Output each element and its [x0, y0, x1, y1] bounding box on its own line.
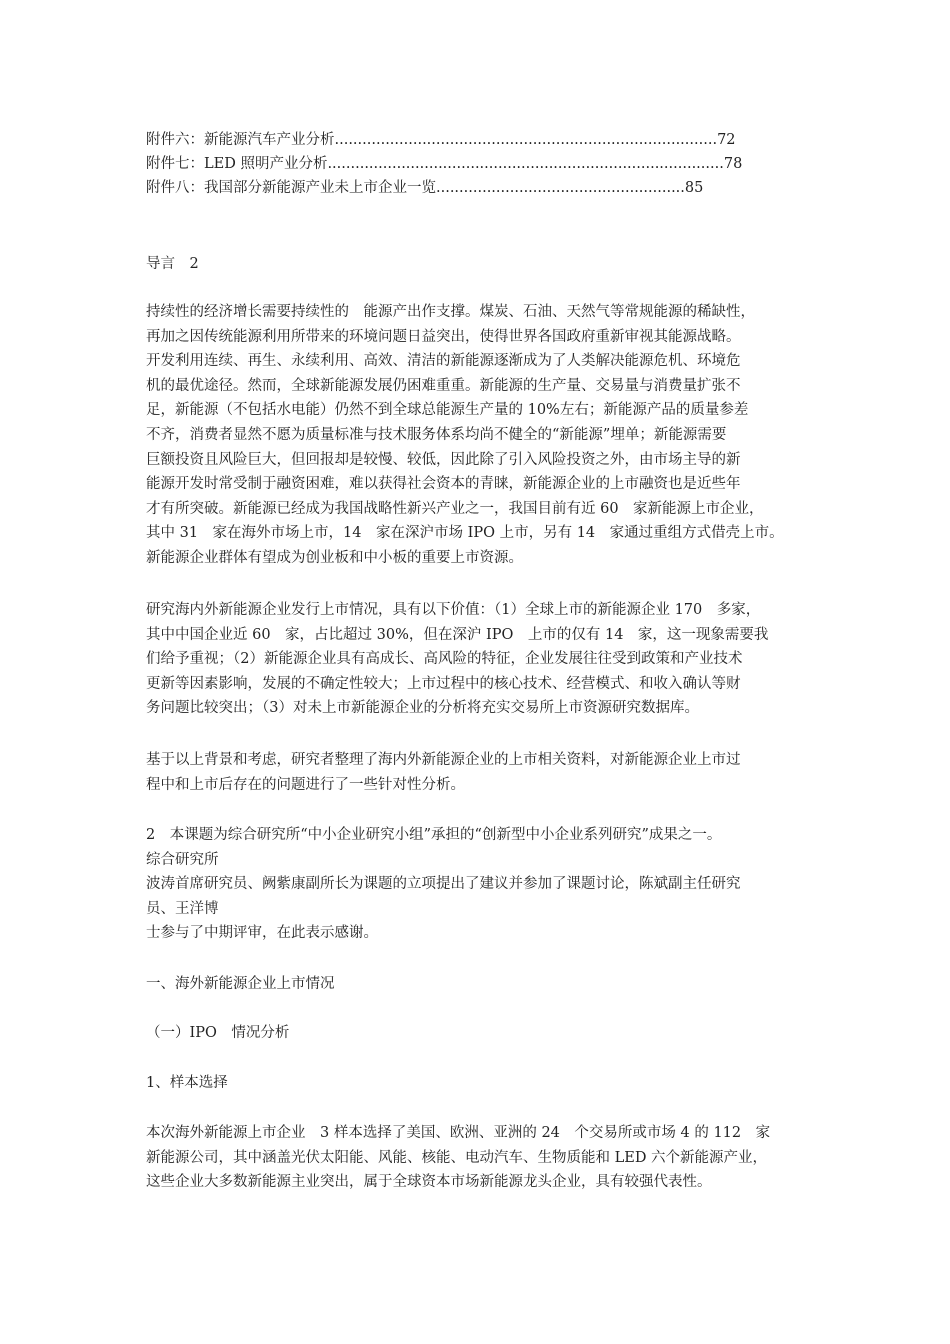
section-heading: 一、海外新能源企业上市情况 [146, 976, 335, 992]
item-heading: 1、样本选择 [146, 1075, 228, 1091]
intro-paragraph-2: 研究海内外新能源企业发行上市情况，具有以下价值：（1）全球上市的新能源企业 170 多家， 其中中国企业近 60 家，占比超过 30%，但在深沪 IPO 上市的仅有 14 家，这一现象需要我 们给予重视；（2）新能源企业具有高成长、高风险的特征，企业发展往往受到政策和产业技术 更新等因素影响，发展的不确定性较大；上市过程中的核心技术、经营模式、和收入确认等财 务问题比较突出；（3）对未上市新能源企业的分析将充实交易所上市资源研究数据库。 [146, 602, 769, 717]
footnote: 2 本课题为综合研究所“中小企业研究小组”承担的“创新型中小企业系列研究”成果之一。 综合研究所 波涛首席研究员、阙紫康副所长为课题的立项提出了建议并参加了课题讨论，陈斌副主任研究 员、王洋博 士参与了中期评审，在此表示感谢。 [146, 827, 741, 942]
intro-paragraph-3: 基于以上背景和考虑，研究者整理了海内外新能源企业的上市相关资料，对新能源企业上市过 程中和上市后存在的问题进行了一些针对性分析。 [146, 752, 741, 793]
intro-heading: 导言 2 [146, 256, 199, 272]
subsection-heading: （一）IPO 情况分析 [146, 1025, 290, 1041]
toc-entry[interactable]: 附件七：LED 照明产业分析......................................................................................78 [146, 156, 743, 172]
toc-entry[interactable]: 附件八：我国部分新能源产业未上市企业一览......................................................85 [146, 180, 704, 196]
toc-entry[interactable]: 附件六：新能源汽车产业分析...................................................................................72 [146, 132, 736, 148]
table-of-contents [146, 128, 786, 200]
intro-paragraph-1: 持续性的经济增长需要持续性的 能源产出作支撑。煤炭、石油、天然气等常规能源的稀缺性， 再加之因传统能源利用所带来的环境问题日益突出，使得世界各国政府重新审视其能源战略。 开发利用连续、再生、永续利用、高效、清洁的新能源逐渐成为了人类解决能源危机、环境危 机的最优途径。然而，全球新能源发展仍困难重重。新能源的生产量、交易量与消费量扩张不 足，新能源（不包括水电能）仍然不到全球总能源生产量的 10%左右；新能源产品的质量参差 不齐，消费者显然不愿为质量标准与技术服务体系均尚不健全的“新能源”埋单；新能源需要 巨额投资且风险巨大，但回报却是较慢、较低，因此除了引入风险投资之外，由市场主导的新 能源开发时常受制于融资困难，难以获得社会资本的青睐，新能源企业的上市融资也是近些年 才有所突破。新能源已经成为我国战略性新兴产业之一，我国目前有近 60 家新能源上市企业， 其中 31 家在海外市场上市，14 家在深沪市场 IPO 上市，另有 14 家通过重组方式借壳上市。 新能源企业群体有望成为创业板和中小板的重要上市资源。 [146, 304, 784, 566]
body-paragraph: 本次海外新能源上市企业 3 样本选择了美国、欧洲、亚洲的 24 个交易所或市场 4 的 112 家 新能源公司，其中涵盖光伏太阳能、风能、核能、电动汽车、生物质能和 LED 六个新能源产业， 这些企业大多数新能源主业突出，属于全球资本市场新能源龙头企业，具有较强代表性。 [146, 1125, 771, 1191]
